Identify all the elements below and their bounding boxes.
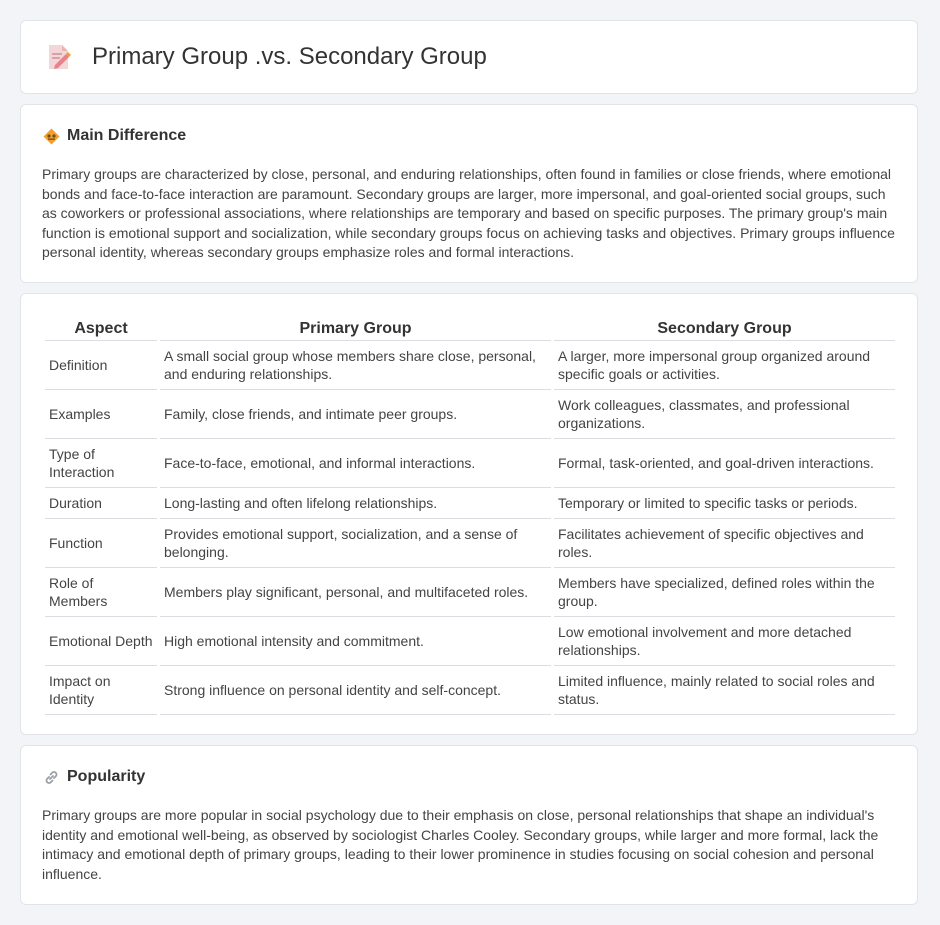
document-edit-icon (46, 43, 72, 71)
cell-aspect: Role of Members (45, 568, 157, 617)
popularity-text: Primary groups are more popular in social psychology due to their emphasis on close, personal relationships that shape an individual's identity and emotional well-being, as observed by sociologist Charles Cooley. Secondary groups, while larger and more formal, lack the intimacy and emotional depth of primary groups, leading to their lower prominence in studies focusing on social cohesion and personal influence. (42, 807, 879, 882)
cell-aspect: Definition (45, 341, 157, 390)
cell-aspect: Impact on Identity (45, 666, 157, 715)
table-row (45, 390, 895, 439)
cell-primary: Strong influence on personal identity and self-concept. (160, 666, 551, 715)
table-row (45, 666, 895, 715)
table-row (45, 341, 895, 390)
table-row (45, 568, 895, 617)
cell-primary: Members play significant, personal, and multifaceted roles. (160, 568, 551, 617)
table-row (45, 439, 895, 488)
cell-primary: Long-lasting and often lifelong relationships. (160, 488, 551, 519)
link-icon (43, 769, 60, 786)
table-row (45, 488, 895, 519)
cell-secondary: Formal, task-oriented, and goal-driven interactions. (554, 439, 895, 488)
cell-aspect: Emotional Depth (45, 617, 157, 666)
header-aspect: Aspect (45, 316, 157, 341)
cell-aspect: Duration (45, 488, 157, 519)
cell-secondary: Low emotional involvement and more detached relationships. (554, 617, 895, 666)
page-title: Primary Group .vs. Secondary Group (92, 43, 487, 70)
main-difference-text: Primary groups are characterized by close, personal, and enduring relationships, often found in families or close friends, where emotional bonds and face-to-face interaction are paramount. Secondary groups are larger, more impersonal, and goal-oriented social groups, such as coworkers or professional associations, where relationships are temporary and based on specific purposes. The primary group's main function is emotional support and socialization, while secondary groups focus on achieving tasks and objectives. Primary groups influence personal identity, whereas secondary groups emphasize roles and formal interactions. (42, 166, 895, 261)
cell-secondary: Work colleagues, classmates, and professional organizations. (554, 390, 895, 439)
cell-primary: Face-to-face, emotional, and informal interactions. (160, 439, 551, 488)
comparison-table (42, 316, 898, 715)
main-difference-card (20, 104, 918, 283)
cell-primary: Provides emotional support, socialization, and a sense of belonging. (160, 519, 551, 568)
cell-aspect: Examples (45, 390, 157, 439)
popularity-heading (43, 768, 145, 786)
main-difference-title: Main Difference (67, 127, 187, 144)
title-card (20, 20, 918, 94)
cell-secondary: Members have specialized, defined roles within the group. (554, 568, 895, 617)
main-difference-heading (43, 127, 186, 145)
comparison-card (20, 293, 918, 735)
cell-primary: Family, close friends, and intimate peer groups. (160, 390, 551, 439)
table-header-row (45, 316, 895, 341)
cell-secondary: Facilitates achievement of specific objectives and roles. (554, 519, 895, 568)
popularity-title: Popularity (67, 768, 146, 785)
cell-secondary: A larger, more impersonal group organized around specific goals or activities. (554, 341, 895, 390)
diamond-warning-icon (43, 128, 60, 145)
cell-aspect: Type of Interaction (45, 439, 157, 488)
popularity-card (20, 745, 918, 905)
header-primary: Primary Group (160, 316, 551, 341)
cell-aspect: Function (45, 519, 157, 568)
cell-secondary: Limited influence, mainly related to social roles and status. (554, 666, 895, 715)
table-row (45, 519, 895, 568)
title-row (46, 43, 487, 71)
cell-primary: A small social group whose members share close, personal, and enduring relationships. (160, 341, 551, 390)
table-row (45, 617, 895, 666)
cell-secondary: Temporary or limited to specific tasks or periods. (554, 488, 895, 519)
header-secondary: Secondary Group (554, 316, 895, 341)
cell-primary: High emotional intensity and commitment. (160, 617, 551, 666)
